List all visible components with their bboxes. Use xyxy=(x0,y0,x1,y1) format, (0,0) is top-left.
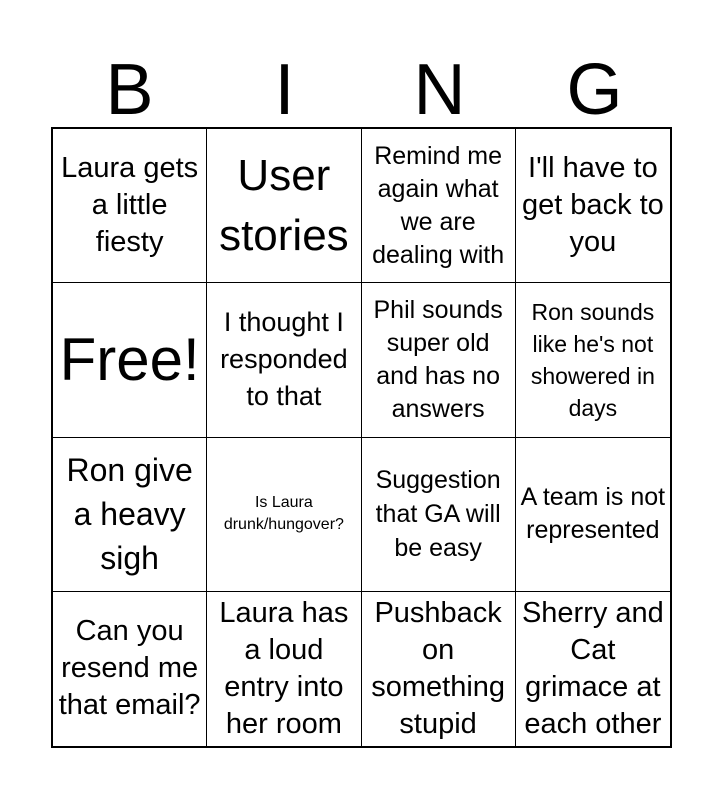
bingo-header xyxy=(52,52,672,128)
bingo-cell[interactable] xyxy=(53,283,207,437)
cell-text: I'll have to get back to you xyxy=(521,152,664,259)
bingo-cell[interactable] xyxy=(516,438,670,592)
cell-text: Ron give a heavy sigh xyxy=(66,452,193,577)
bingo-cell[interactable] xyxy=(207,129,361,283)
bingo-cell[interactable] xyxy=(207,592,361,746)
cell-text: Phil sounds super old and has no answers xyxy=(373,295,503,423)
bingo-cell[interactable] xyxy=(362,283,516,437)
cell-text: Sherry and Cat grimace at each other xyxy=(521,596,664,740)
bingo-cell[interactable] xyxy=(516,129,670,283)
cell-text: Ron sounds like he's not showered in days xyxy=(530,298,655,421)
header-letter-g: G xyxy=(566,50,623,130)
cell-text: I thought I responded to that xyxy=(220,307,348,412)
cell-text: Laura has a loud entry into her room xyxy=(219,596,349,740)
cell-text: A team is not represented xyxy=(520,483,666,545)
bingo-cell[interactable] xyxy=(53,129,207,283)
bingo-cell[interactable] xyxy=(516,283,670,437)
bingo-cell[interactable] xyxy=(516,592,670,746)
cell-text: Can you resend me that email? xyxy=(58,615,201,722)
cell-text: Remind me again what we are dealing with xyxy=(372,141,505,269)
bingo-cell[interactable] xyxy=(207,438,361,592)
bingo-cell[interactable] xyxy=(362,129,516,283)
bingo-cell[interactable] xyxy=(362,592,516,746)
header-letter-b: B xyxy=(105,50,154,130)
header-letter-i: I xyxy=(274,50,295,130)
free-space: Free! xyxy=(59,325,200,393)
cell-text: User stories xyxy=(219,150,349,260)
cell-text: Pushback on something stupid xyxy=(371,596,506,740)
bingo-cell[interactable] xyxy=(53,592,207,746)
cell-text: Suggestion that GA will be easy xyxy=(375,466,501,563)
cell-text: Is Laura drunk/hungover? xyxy=(223,494,344,534)
cell-text: Laura gets a little fiesty xyxy=(61,152,199,259)
header-letter-n: N xyxy=(413,50,466,130)
bingo-cell[interactable] xyxy=(207,283,361,437)
bingo-cell[interactable] xyxy=(362,438,516,592)
bingo-grid xyxy=(51,127,672,748)
bingo-cell[interactable] xyxy=(53,438,207,592)
